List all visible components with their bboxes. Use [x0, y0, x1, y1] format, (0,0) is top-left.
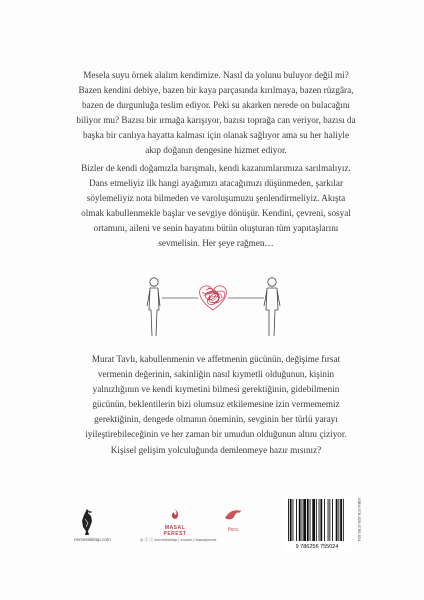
masal-perest-logo — [158, 507, 192, 537]
blurb-paragraph-1: Mesela suyu örnek alalım kendimize. Nasıl da yolunu buluyor değil mi? Bazen kendini debiye, bazen bir kaya parçasında kırılmaya, bazen rüzgâra, bazen de durgunluğa teslim ediyor. Peki su akarken nerede on bulacağını biliyor mu? Bazısı bir ırmağa karışıyor, bazısı toprağa can veriyor, bazısı da başka bir canlıya hayatta kalması için olanak sağlıyor ama su her haliyle akıp doğanın dengesine hizmet ediyor. — [76, 70, 356, 156]
perest-label: PEREST — [163, 531, 187, 537]
nemesis-bird-logo-icon — [76, 507, 98, 537]
author-paragraph: Murat Tavlı, kabullenmenin ve affetmenin gücünün, değişime fırsat vermenin değerinin, sakinliğin nasıl kıymetli olduğunun, kişinin yalnızlığının ve kendi kıymetini bilmesi gerektiğinin, gidebilmenin gücünün, beklentilerin bizi olumsuz etkilemesine izin vermememiz gerektiğinin, dengede olmanın öneminin, sevginin her türlü yarayı iyileştirebileceğinin ve her zaman bir umudun olduğunun altını çiziyor. Kişisel gelişim yolculuğunda demlenmeye hazır mısınız? — [85, 354, 347, 455]
left-person-figure — [147, 278, 160, 336]
masal-label: MASAL — [164, 525, 186, 531]
masal-flame-icon — [169, 508, 181, 520]
barcode-digits: 9 786256 755024 — [295, 544, 339, 550]
two-people-heart-illustration — [138, 276, 288, 340]
isbn-vertical-text: ISBN 978-625-6755-024 — [357, 498, 362, 542]
isbn-barcode — [282, 495, 352, 551]
right-person-figure — [264, 278, 280, 336]
flora-bird-icon — [223, 508, 243, 522]
flora-logo — [220, 508, 246, 533]
flora-label: flora — [228, 527, 238, 533]
tangled-heart-icon — [200, 286, 227, 310]
social-handles: ◎ ⓕ ⓣ /nemesiskitap | /masal | /masalperest — [140, 538, 217, 542]
blurb-paragraph-2: Bizler de kendi doğamızla barışmalı, kendi kazanımlarımıza sarılmalıyız. Dans etmeliyiz ilk hangi ayağımızı atacağımızı düşünmeden, şarkılar söylemeliyiz nota bilmeden ve varoluşumuzu şenlendirmeliyiz. Akışta olmak kabullenmekle başlar ve sevgiye dönüşür. Kendini, çevreni, sosyal ortamını, aileni ve senin hayatını bütün oluşturan tüm yapıtaşlarını sevmelisin. Her şeye rağmen… — [81, 163, 351, 249]
website-link[interactable]: nemesiskitap.com — [74, 537, 111, 542]
